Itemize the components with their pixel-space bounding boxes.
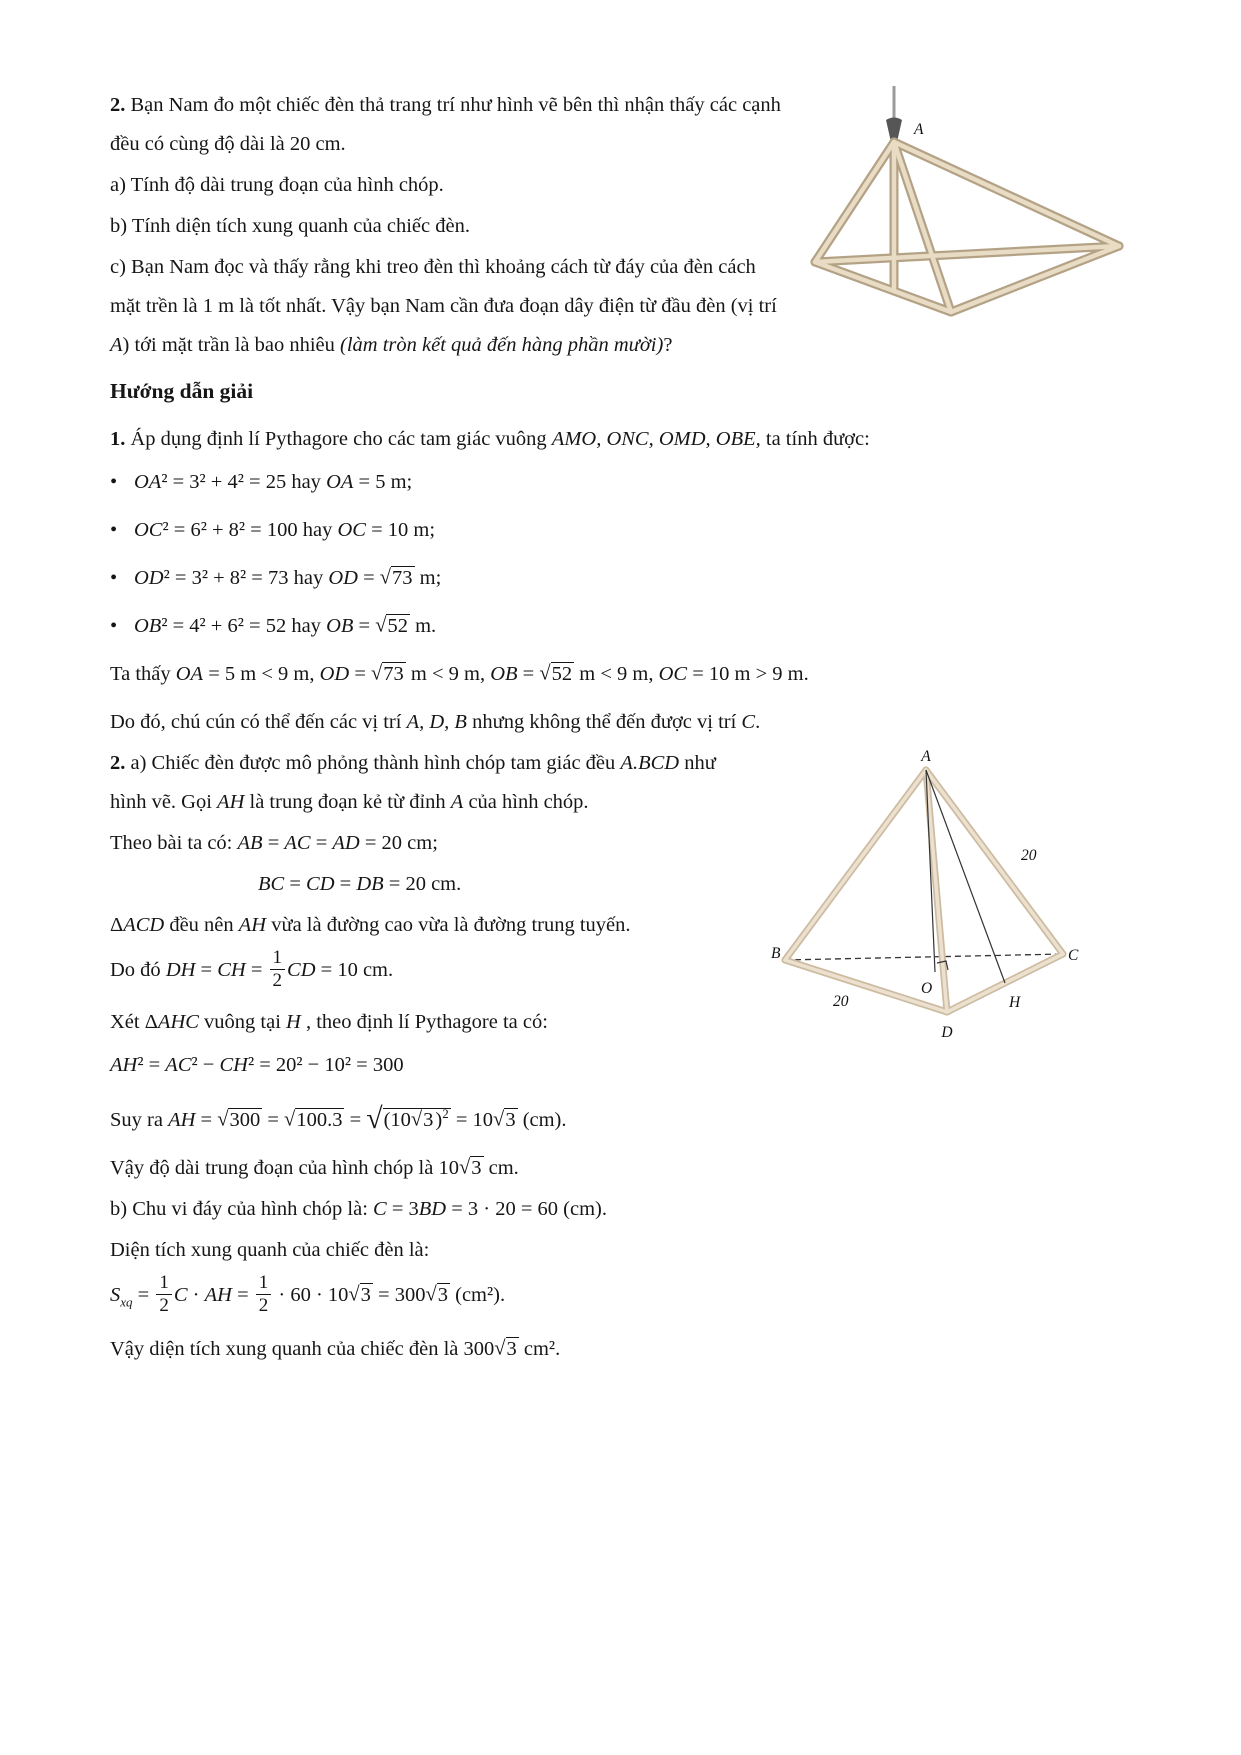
sqrt-radicand (383, 1108, 451, 1131)
step-number: 1. (110, 428, 126, 450)
math-run: = 20 cm; (359, 832, 438, 854)
variable-run: OA (134, 471, 162, 493)
math-run: = (353, 615, 376, 637)
problem-statement (110, 86, 1131, 365)
step-number: 2. (110, 752, 126, 774)
text-run: đều nên (164, 914, 239, 936)
sqrt-expression (494, 1338, 519, 1360)
fraction-denominator: 2 (159, 1294, 169, 1316)
variable-run: AC (165, 1054, 192, 1076)
variable-run: AH (204, 1284, 232, 1307)
text-run: Theo bài ta có: (110, 832, 238, 854)
sqrt-expression (366, 1102, 450, 1135)
text-run: Xét (110, 1011, 145, 1033)
math-run: · 60 · 10 (273, 1284, 349, 1307)
math-run: ² = (137, 1054, 166, 1076)
text-run: , theo định lí Pythagore ta có: (300, 1011, 548, 1033)
math-run: ² = 3² + 8² = 73 hay (163, 567, 329, 589)
variable-run: OA (175, 663, 204, 685)
math-run: = (231, 1284, 254, 1307)
sqrt-expression (284, 1109, 344, 1131)
fraction-denominator: 2 (272, 970, 283, 991)
variable-run: C (741, 711, 756, 733)
variable-run: CH (219, 1054, 248, 1076)
variable-run: OC (658, 663, 688, 685)
math-run: = (334, 873, 357, 895)
math-run: (cm). (517, 1108, 567, 1131)
vertex-label-b: B (771, 945, 781, 962)
text-run: Bạn Nam đo một chiếc đèn thả trang trí như hình vẽ bên thì nhận thấy các cạnh đều có cùng độ dài là 20 cm. (110, 94, 781, 155)
solution-part-2 (110, 744, 1131, 1369)
math-run: = 3 (386, 1197, 419, 1220)
sqrt-sign: √ (494, 1337, 506, 1360)
math-run: = 3 · 20 = 60 (cm). (446, 1197, 608, 1220)
math-run: = 10 m; (365, 519, 436, 541)
text-run: vừa là đường cao vừa là đường trung tuyến. (266, 914, 631, 936)
perimeter-line (110, 1190, 1131, 1229)
variable-run: CH (217, 959, 246, 982)
variable-run: AB (237, 832, 263, 854)
math-run: = 5 m < 9 m, (203, 663, 320, 685)
ah-result-line (110, 1094, 1131, 1140)
sqrt-expression (217, 1109, 262, 1131)
variable-run: A, D, B (406, 711, 467, 733)
point-label-o: O (921, 980, 933, 997)
math-run: = 5 m; (353, 471, 413, 493)
math-run: = 10 (450, 1108, 494, 1131)
solution-heading: Hướng dẫn giải (110, 379, 254, 403)
math-run: = (310, 832, 333, 854)
lamp-frame-inner (815, 142, 1119, 312)
math-run: (cm²). (450, 1284, 506, 1307)
sqrt-radicand: 73 (392, 567, 413, 589)
variable-run: OB (134, 615, 162, 637)
variable-run: AH (238, 914, 267, 936)
variable-run: AH (168, 1108, 196, 1131)
fraction-numerator: 1 (270, 947, 286, 970)
subscript: xq (120, 1294, 133, 1310)
text-run: của hình chóp. (463, 791, 589, 813)
math-run: m < 9 m, (405, 663, 491, 685)
variable-run: OB (326, 615, 354, 637)
text-run: như hình vẽ. Gọi (110, 752, 716, 813)
math-run: ) (435, 1108, 443, 1131)
bullet-line-oa (110, 463, 1131, 502)
delta-symbol: Δ (110, 914, 124, 936)
solution-part-1 (110, 420, 1131, 742)
sqrt-expression (539, 663, 574, 685)
text-run: cm. (483, 1156, 519, 1179)
sqrt-expression (371, 663, 406, 685)
math-run: = (245, 959, 268, 982)
variable-run: A (110, 334, 123, 356)
delta-symbol: Δ (144, 1011, 158, 1033)
point-label-h: H (1009, 994, 1021, 1011)
sqrt-expression (348, 1284, 373, 1306)
math-run: ² − (191, 1054, 220, 1076)
sqrt-sign: √ (425, 1283, 437, 1306)
pendant-lamp-svg (801, 86, 1131, 324)
variable-run: AH (217, 791, 245, 813)
text-run: a) Chiếc đèn được mô phỏng thành hình chóp tam giác đều (125, 752, 621, 774)
text-run: Do đó (110, 959, 166, 982)
text-run: ) tới mặt trần là bao nhiêu (122, 334, 341, 356)
text-run: Áp dụng định lí Pythagore cho các tam giác vuông (125, 428, 552, 450)
bullet-line-oc (110, 511, 1131, 550)
variable-run: C (373, 1197, 387, 1220)
sqrt-sign: √ (366, 1102, 383, 1135)
math-run: = (132, 1284, 155, 1307)
problem-part-b: b) Tính diện tích xung quanh của chiếc đèn. (110, 215, 470, 237)
variable-run: OD (328, 567, 358, 589)
text-run: . (755, 711, 761, 733)
variable-run: AC (284, 832, 311, 854)
sqrt-radicand: 3 (505, 1108, 516, 1131)
text-run: là trung đoạn kẻ từ đỉnh (244, 791, 451, 813)
lateral-area-intro-line: Diện tích xung quanh của chiếc đèn là: (110, 1238, 430, 1261)
math-run: = 20 cm. (383, 873, 462, 895)
sqrt-sign: √ (410, 1108, 423, 1131)
hidden-edge-bc (785, 954, 1063, 960)
variable-run: C (173, 1284, 188, 1307)
fraction (154, 1272, 174, 1317)
apex-label-a: A (914, 121, 924, 138)
sqrt-radicand: 100.3 (296, 1108, 343, 1131)
variable-run: A (450, 791, 464, 813)
math-run: ² = 4² + 6² = 52 hay (161, 615, 327, 637)
sqrt-radicand: 52 (551, 663, 573, 685)
math-run: · (187, 1284, 205, 1307)
lateral-area-formula-line (110, 1271, 1131, 1321)
variable-run: ACD (123, 914, 165, 936)
italic-note: (làm tròn kết quả đến hàng phần mười) (340, 334, 664, 356)
math-run: = (357, 567, 380, 589)
variable-run: H (286, 1011, 301, 1033)
math-run: ² = 3² + 4² = 25 hay (161, 471, 327, 493)
math-run: = (195, 1108, 218, 1131)
text-run: Vậy độ dài trung đoạn của hình chóp là 10 (110, 1156, 459, 1179)
math-run: = (517, 663, 540, 685)
math-run: = (195, 959, 218, 982)
sqrt-radicand: 300 (229, 1108, 261, 1131)
sqrt-sign: √ (539, 662, 551, 685)
sqrt-radicand: 52 (387, 615, 408, 637)
math-run: = (344, 1108, 367, 1131)
vertex-label-c: C (1068, 947, 1079, 964)
text-run: Suy ra (110, 1108, 169, 1131)
sqrt-radicand: 3 (360, 1284, 371, 1307)
sqrt-sign: √ (375, 614, 387, 637)
text-run: nhưng không thể đến được vị trí (466, 711, 742, 733)
variable-run: AD (332, 832, 360, 854)
math-run: = (284, 873, 307, 895)
math-run: m; (414, 567, 442, 589)
sqrt-sign: √ (217, 1108, 229, 1131)
bullet-marker: • (110, 615, 118, 637)
math-run: m < 9 m, (574, 663, 659, 685)
problem-number: 2. (110, 94, 126, 116)
comparison-line (110, 655, 1131, 694)
text-run: ? (663, 334, 673, 356)
variable-run: OD (319, 663, 350, 685)
math-run: = (262, 832, 285, 854)
fraction (268, 947, 288, 992)
bullet-marker: • (110, 519, 118, 541)
math-run: = (349, 663, 371, 685)
text-run: ta tính được: (760, 428, 870, 450)
vertex-label-a: A (921, 748, 931, 765)
variable-run: OA (326, 471, 354, 493)
sqrt-radicand: 3 (506, 1338, 517, 1361)
math-run: = 10 cm. (315, 959, 394, 982)
variable-run: CD (287, 959, 316, 982)
variable-run: BC (258, 873, 285, 895)
solution1-intro (110, 420, 1131, 459)
math-run: m. (409, 615, 437, 637)
vertex-label-d: D (941, 1024, 953, 1041)
edge-length-label-top: 20 (1021, 847, 1037, 864)
text-run: Vậy diện tích xung quanh của chiếc đèn là 300 (110, 1338, 495, 1361)
text-run: b) Chu vi đáy của hình chóp là: (110, 1197, 374, 1220)
sqrt-expression (493, 1109, 518, 1131)
bullet-marker: • (110, 567, 118, 589)
sqrt-expression (425, 1284, 450, 1306)
sqrt-sign: √ (371, 662, 383, 685)
text-run: cm². (518, 1338, 561, 1361)
sqrt-sign: √ (284, 1108, 296, 1131)
sqrt-expression (411, 1109, 436, 1131)
variable-run: DH (165, 959, 196, 982)
math-run: = 300 (372, 1284, 426, 1307)
sqrt-sign: √ (458, 1156, 471, 1179)
math-run: ² = 6² + 8² = 100 hay (162, 519, 338, 541)
edge-length-label-bottom: 20 (833, 993, 849, 1010)
variable-run: A.BCD (620, 752, 680, 774)
sqrt-radicand: 3 (437, 1284, 448, 1307)
variable-run: CD (306, 873, 335, 895)
math-run: = 10 m > 9 m. (687, 663, 809, 685)
math-run: = (262, 1108, 285, 1131)
problem-part-a: a) Tính độ dài trung đoạn của hình chóp. (110, 174, 444, 196)
sqrt-expression (459, 1157, 484, 1179)
variable-run: S (110, 1284, 121, 1307)
bullet-line-ob (110, 607, 1131, 646)
text-run: Ta thấy (110, 663, 176, 685)
figure-pyramid-abcd (771, 748, 1081, 1043)
sqrt-expression (380, 567, 415, 589)
variable-run: DB (356, 873, 384, 895)
fraction-numerator: 1 (256, 1272, 272, 1295)
sqrt-sign: √ (379, 566, 392, 589)
apothem-conclusion-line (110, 1149, 1131, 1188)
sqrt-expression (375, 615, 410, 637)
pythagorean-line (110, 1046, 1131, 1085)
bullet-line-od (110, 559, 1131, 598)
conclusion-line (110, 703, 1131, 742)
fraction (254, 1272, 274, 1317)
sqrt-radicand: 73 (383, 663, 404, 685)
math-run: ² = 20² − 10² = 300 (247, 1054, 404, 1076)
text-run: c) Bạn Nam đọc và thấy rằng khi treo đèn thì khoảng cách từ đáy của đèn cách mặt trền là 1 m là tốt nhất. Vậy bạn Nam cần đưa đoạn dây điện từ đầu đèn (vị trí (110, 256, 777, 317)
variable-run: BD (418, 1197, 447, 1220)
figure-pendant-lamp (801, 86, 1131, 324)
variable-run: OC (337, 519, 366, 541)
bullet-marker: • (110, 471, 118, 493)
math-run: (10 (383, 1108, 411, 1131)
pyramid-abcd-svg (771, 748, 1081, 1043)
variable-run: AHC (157, 1011, 199, 1033)
sqrt-radicand: 3 (423, 1108, 434, 1131)
text-run: vuông tại (198, 1011, 287, 1033)
sqrt-sign: √ (348, 1283, 360, 1306)
variable-run: OD (134, 567, 164, 589)
variable-run: OC (134, 519, 163, 541)
final-conclusion-line (110, 1330, 1131, 1369)
variable-run: AH (110, 1054, 138, 1076)
sqrt-sign: √ (493, 1108, 505, 1131)
variable-run: OB (490, 663, 518, 685)
text-run: Do đó, chú cún có thể đến các vị trí (110, 711, 407, 733)
fraction-denominator: 2 (258, 1294, 269, 1316)
sqrt-radicand: 3 (471, 1156, 482, 1179)
fraction-numerator: 1 (156, 1272, 172, 1295)
superscript: 2 (442, 1106, 449, 1121)
variable-run: AMO, ONC, OMD, OBE, (551, 428, 761, 450)
